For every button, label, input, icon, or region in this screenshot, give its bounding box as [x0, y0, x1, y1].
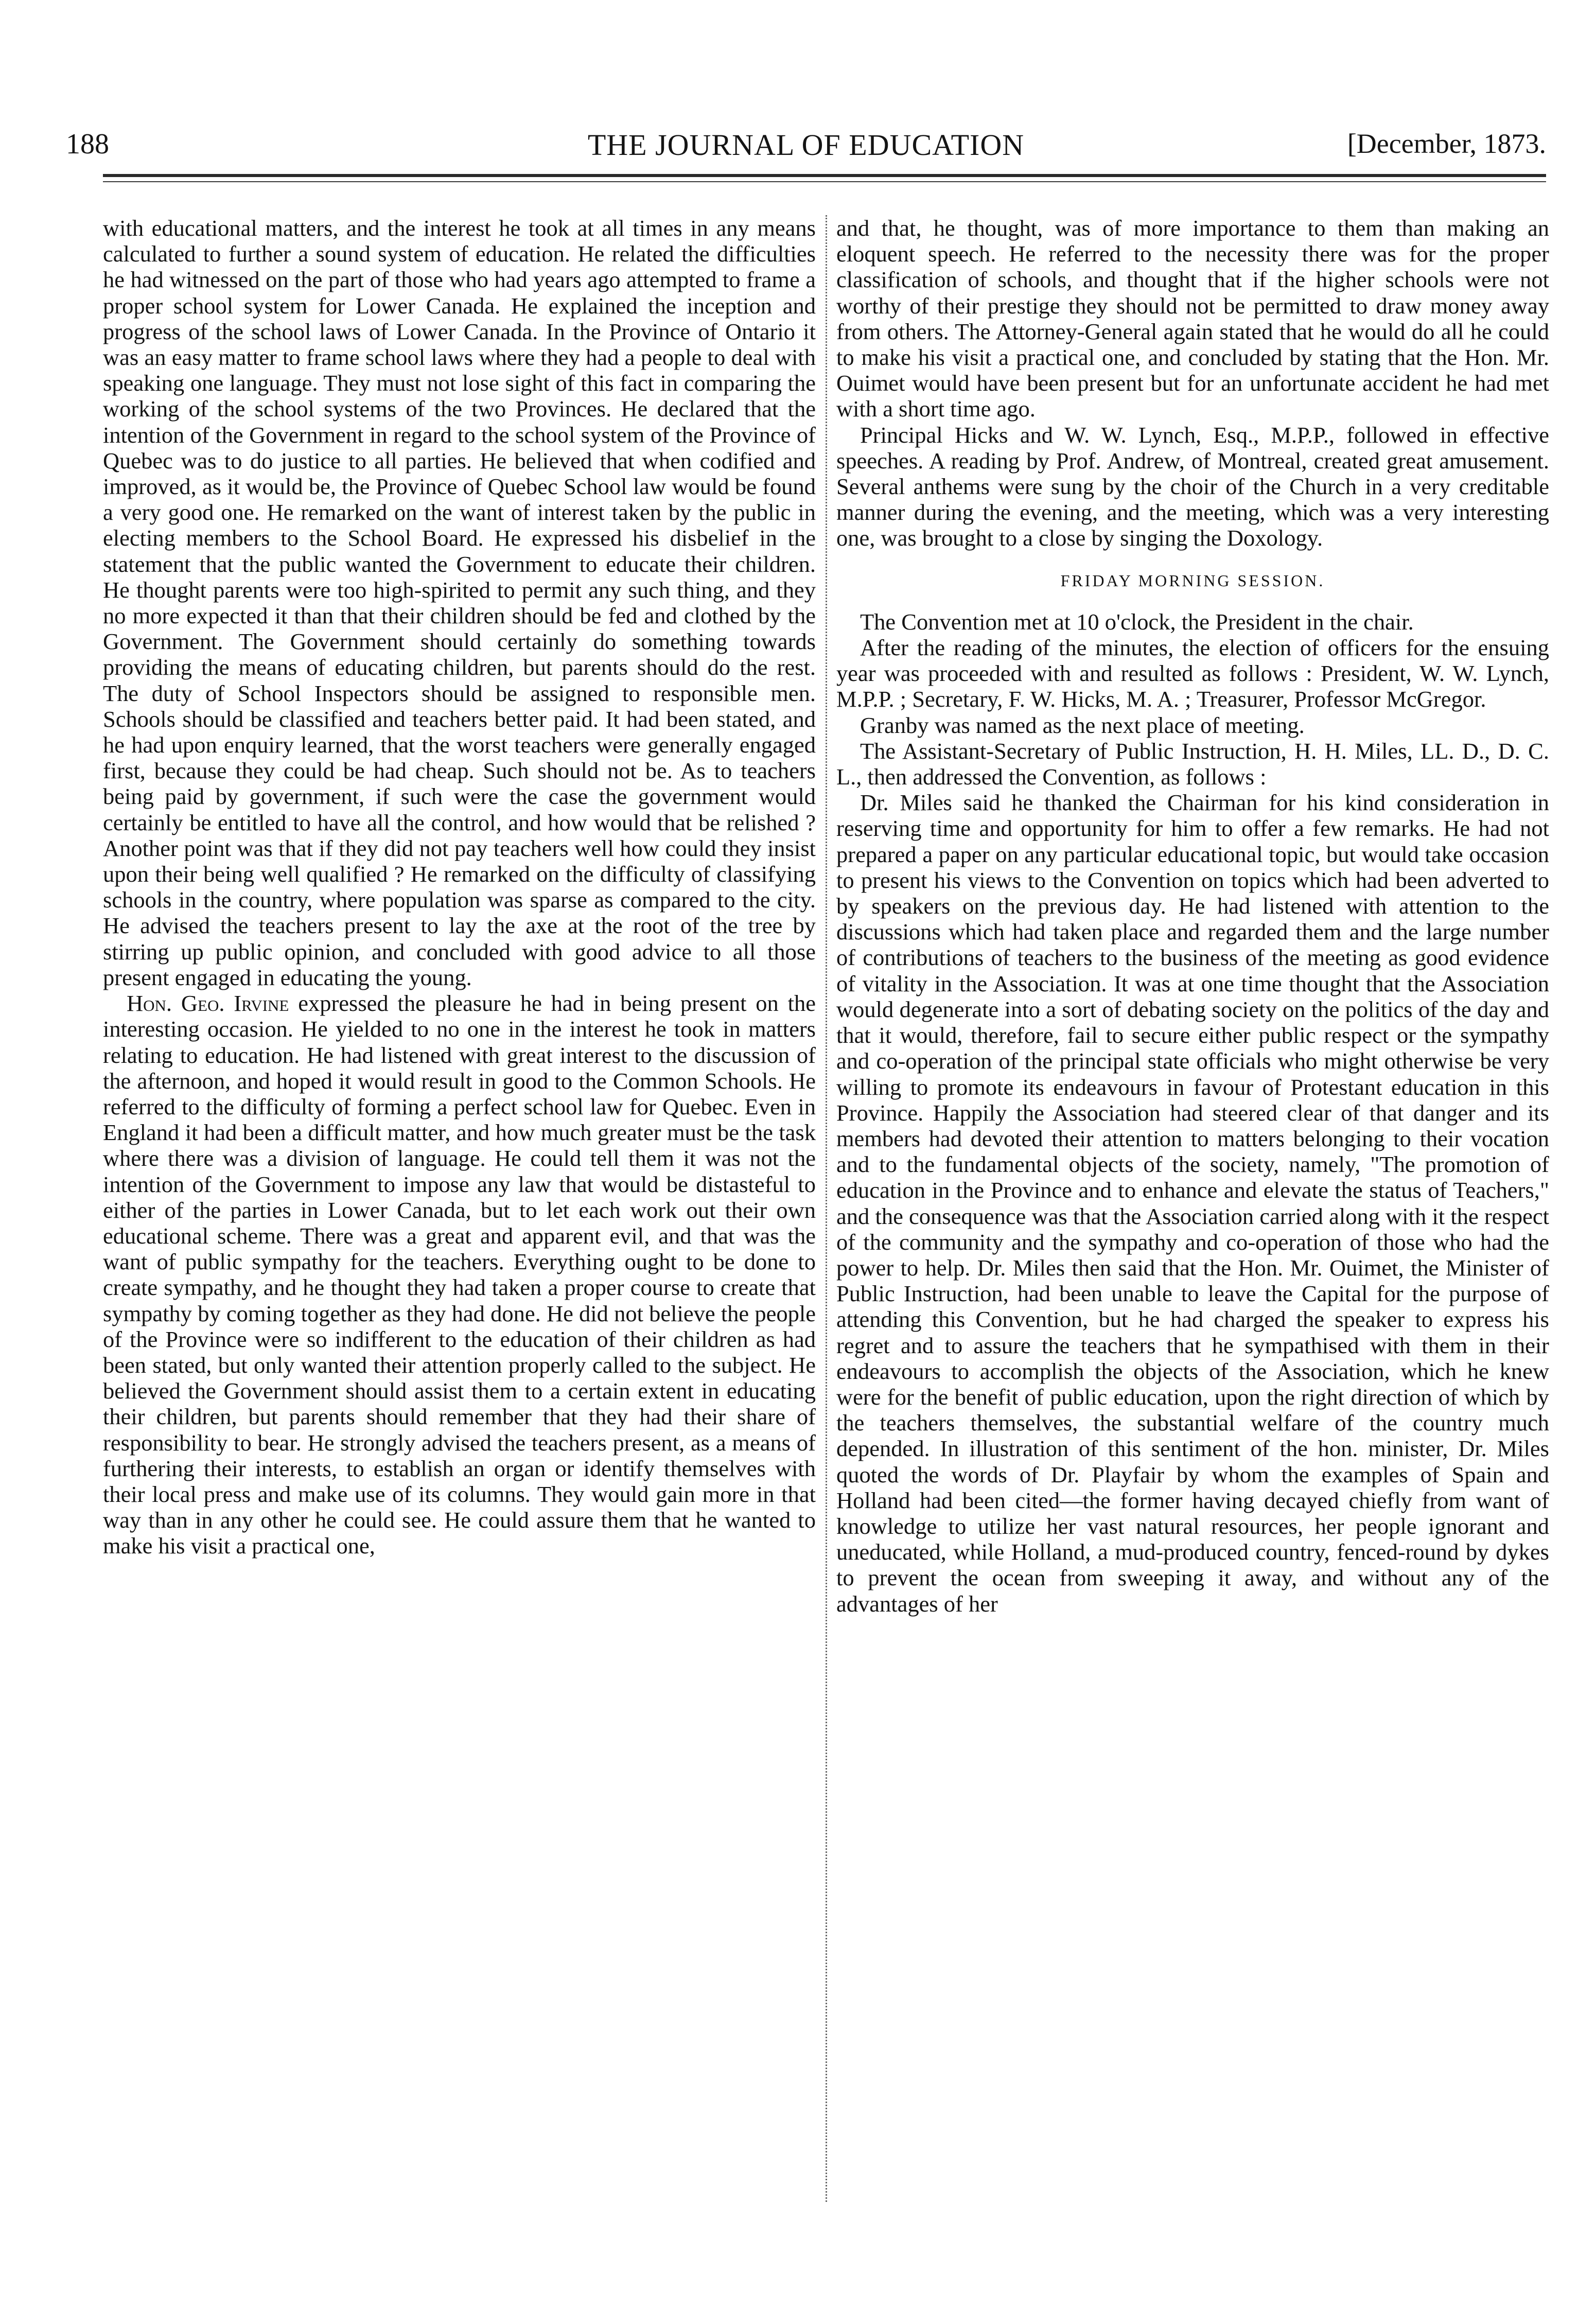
- column-divider: [826, 215, 827, 2202]
- right-column: [836, 215, 1549, 2202]
- right-paragraph-5: Granby was named as the next place of meeting.: [860, 712, 1305, 738]
- header-rule-thick: [103, 174, 1546, 177]
- right-paragraph-2: Principal Hicks and W. W. Lynch, Esq., M.P.P., followed in effective speeches. A reading by Prof. Andrew, of Montreal, created great amusement. Several anthems were sung by the choir of the Church in a very creditable manner during the evening, and the meeting, which was a very interesting one, was brought to a close by singing the Doxology.: [836, 422, 1549, 551]
- right-paragraph-6: The Assistant-Secretary of Public Instruction, H. H. Miles, LL. D., D. C. L., then addressed the Convention, as follows :: [836, 738, 1549, 790]
- journal-title: THE JOURNAL OF EDUCATION: [587, 128, 1025, 162]
- right-paragraph-7: Dr. Miles said he thanked the Chairman for his kind consideration in reserving time and opportunity for him to offer a few remarks. He had not prepared a paper on any particular educational topic, but would take occasion to present his views to the Convention on topics which had been adverted to by speakers on the previous day. He had listened with attention to the discussions which had taken place and regarded them and the large number of contributions of teachers to the business of the meeting as good evidence of vitality in the Association. It was at one time thought that the Association would degenerate into a sort of debating society on the politics of the day and that it would, therefore, fail to secure either public respect or the sympathy and co-operation of the principal state officials who might otherwise be very willing to promote its endeavours in favour of Protestant education in this Province. Happily the Association had steered clear of that danger and its members had devoted their attention to matters belonging to their vocation and to the fundamental objects of the society, namely, "The promotion of education in the Province and to enhance and elevate the status of Teachers," and the consequence was that the Association carried along with it the respect of the community and the sympathy and co-operation of those who had the power to help. Dr. Miles then said that the Hon. Mr. Ouimet, the Minister of Public Instruction, had been unable to leave the Capital for the purpose of attending this Convention, but he had charged the speaker to express his regret and to assure the teachers that he sympathised with them in their endeavours to accomplish the objects of the Association, which he knew were for the benefit of public education, upon the right direction of which by the teachers themselves, the substantial welfare of the country much depended. In illustration of this sentiment of the hon. minister, Dr. Miles quoted the words of Dr. Playfair by whom the examples of Spain and Holland had been cited—the former having decayed chiefly from want of knowledge to utilize her vast natural resources, her people ignorant and uneducated, while Holland, a mud-produced country, fenced-round by dykes to prevent the ocean from sweeping it away, and without any of the advantages of her: [836, 790, 1549, 1617]
- left-paragraph-2: [103, 990, 816, 1559]
- header-rule-thin: [103, 181, 1546, 182]
- page-header: [66, 128, 1546, 169]
- issue-date: [December, 1873.: [1347, 128, 1546, 159]
- right-paragraph-1: and that, he thought, was of more importance to them than making an eloquent speech. He referred to the necessity there was for the proper classification of schools, and thought that if the higher schools were not worthy of their prestige they should not be permitted to draw money away from others. The Attorney-General again stated that he would do all he could to make his visit a practical one, and concluded by stating that the Hon. Mr. Ouimet would have been present but for an unfortunate accident he had met with a short time ago.: [836, 215, 1549, 422]
- left-paragraph-1: with educational matters, and the interest he took at all times in any means calculated to further a sound system of education. He related the difficulties he had witnessed on the part of those who had years ago attempted to frame a proper school system for Lower Canada. He explained the inception and progress of the school laws of Lower Canada. In the Province of Ontario it was an easy matter to frame school laws where they had a people to deal with speaking one language. They must not lose sight of this fact in comparing the working of the school systems of the two Provinces. He declared that the intention of the Government in regard to the school system of the Province of Quebec was to do justice to all parties. He believed that when codified and improved, as it would be, the Province of Quebec School law would be found a very good one. He remarked on the want of interest taken by the public in electing members to the School Board. He expressed his disbelief in the statement that the public wanted the Government to educate their children. He thought parents were too high-spirited to permit any such thing, and they no more expected it than that their children should be fed and clothed by the Government. The Government should certainly do something towards providing the means of educating children, but parents should do the rest. The duty of School Inspectors should be assigned to responsible men. Schools should be classified and teachers better paid. It had been stated, and he had upon enquiry learned, that the worst teachers were generally engaged first, because they could be had cheap. Such should not be. As to teachers being paid by government, if such were the case the government would certainly be entitled to have all the control, and how would that be relished ? Another point was that if they did not pay teachers well how could they insist upon their being well qualified ? He remarked on the difficulty of classifying schools in the country, where population was sparse as compared to the city. He advised the teachers present to lay the axe at the root of the tree by stirring up public opinion, and concluded with good advice to all those present engaged in educating the young.: [103, 215, 816, 990]
- right-paragraph-4: After the reading of the minutes, the election of officers for the ensuing year was proceeded with and resulted as follows : President, W. W. Lynch, M.P.P. ; Secretary, F. W. Hicks, M. A. ; Treasurer, Professor McGregor.: [836, 635, 1549, 712]
- speaker-name: Hon. Geo. Irvine: [127, 990, 289, 1017]
- right-paragraph-3: The Convention met at 10 o'clock, the President in the chair.: [860, 608, 1414, 635]
- page-number: 188: [66, 128, 109, 160]
- left-paragraph-2-text: expressed the pleasure he had in being present on the interesting occasion. He yielded to no one in the interest he took in matters relating to education. He had listened with great interest to the discussion of the afternoon, and hoped it would result in good to the Common Schools. He referred to the difficulty of forming a perfect school law for Quebec. Even in England it had been a difficult matter, and how much greater must be the task where there was a division of language. He could tell them it was not the intention of the Government to impose any law that would be distasteful to either of the parties in Lower Canada, but to let each work out their own educational scheme. There was a great and apparent evil, and that was the want of public sympathy for the teachers. Everything ought to be done to create sympathy, and he thought they had taken a proper course to create that sympathy by coming together as they had done. He did not believe the people of the Province were so indifferent to the education of their children as had been stated, but only wanted their attention properly called to the subject. He believed the Government should assist them to a certain extent in educating their children, but parents should remember that they had their share of responsibility to bear. He strongly advised the teachers present, as a means of furthering their interests, to establish an organ or identify themselves with their local press and make use of its columns. They would gain more in that way than in any other he could see. He could assure them that he wanted to make his visit a practical one,: [103, 990, 816, 1559]
- section-heading: FRIDAY MORNING SESSION.: [1060, 571, 1325, 590]
- left-column: [103, 215, 816, 2202]
